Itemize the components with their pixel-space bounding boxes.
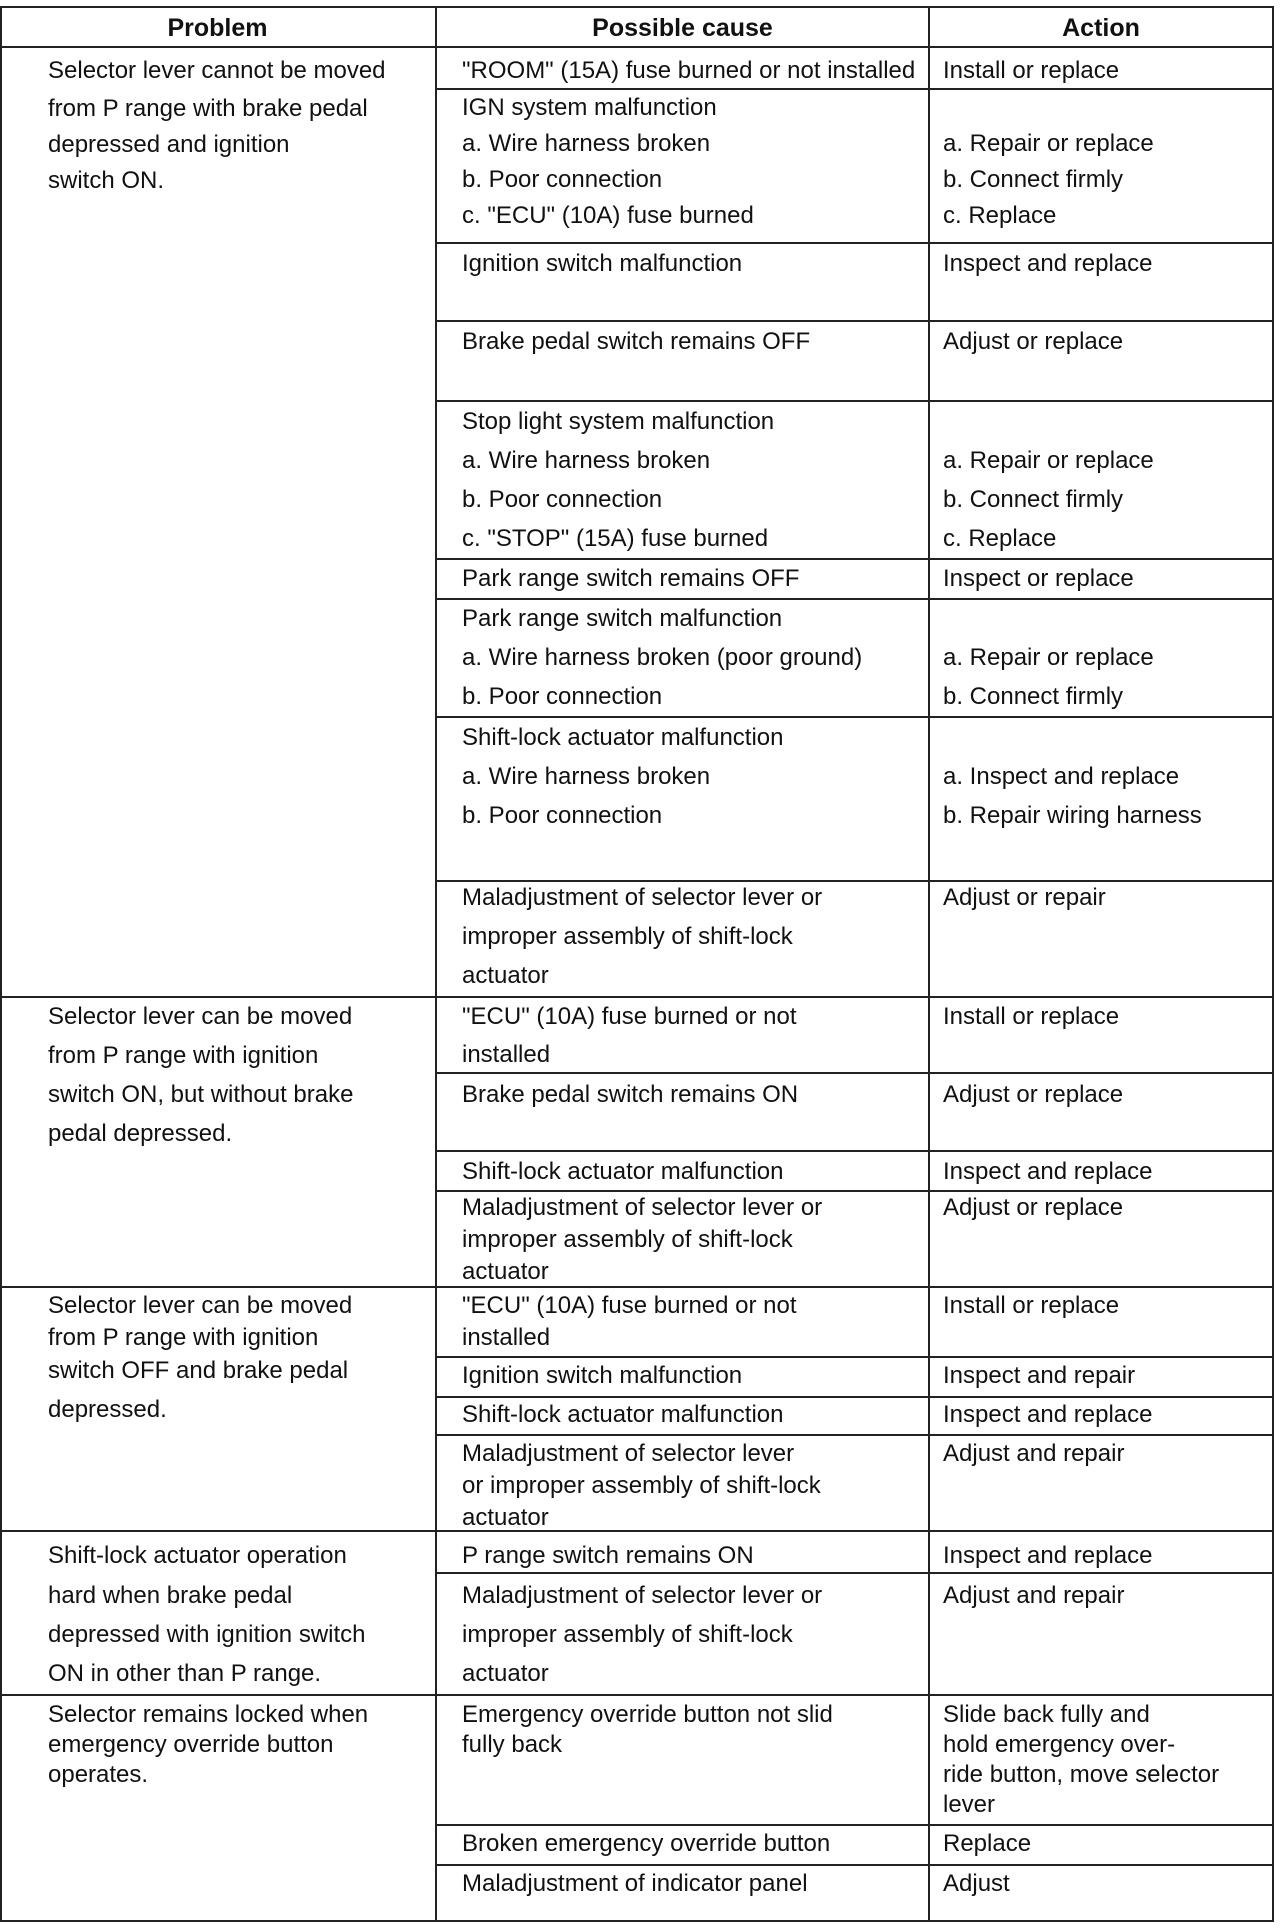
header-action: Action bbox=[1062, 14, 1140, 42]
cause-text: actuator bbox=[462, 1504, 549, 1531]
action-text: Install or replace bbox=[943, 57, 1120, 84]
problem-text: emergency override button bbox=[48, 1731, 334, 1758]
group-divider bbox=[0, 1530, 1274, 1532]
group-divider bbox=[0, 1694, 1274, 1696]
cause-text: c. "STOP" (15A) fuse burned bbox=[462, 525, 769, 552]
cause-text: Ignition switch malfunction bbox=[462, 1362, 743, 1389]
problem-text: switch OFF and brake pedal bbox=[48, 1357, 349, 1384]
column-divider-cause bbox=[435, 6, 437, 1922]
cause-text: Shift-lock actuator malfunction bbox=[462, 724, 784, 751]
action-text: b. Repair wiring harness bbox=[943, 802, 1202, 829]
cause-text: b. Poor connection bbox=[462, 802, 663, 829]
cause-text: Emergency override button not slid bbox=[462, 1701, 833, 1728]
problem-text: depressed with ignition switch bbox=[48, 1621, 366, 1648]
cause-text: "ECU" (10A) fuse burned or not bbox=[462, 1292, 797, 1319]
action-text: Adjust or repair bbox=[943, 884, 1106, 911]
row-divider bbox=[435, 1824, 1274, 1826]
row-divider bbox=[435, 1396, 1274, 1398]
action-text: Install or replace bbox=[943, 1003, 1120, 1030]
cause-text: Shift-lock actuator malfunction bbox=[462, 1158, 784, 1185]
cause-text: "ROOM" (15A) fuse burned or not installed bbox=[462, 57, 916, 84]
problem-text: pedal depressed. bbox=[48, 1120, 233, 1147]
action-text: Inspect and replace bbox=[943, 1542, 1153, 1569]
action-text: Install or replace bbox=[943, 1292, 1120, 1319]
cause-text: P range switch remains ON bbox=[462, 1542, 754, 1569]
problem-text: Selector lever can be moved bbox=[48, 1292, 353, 1319]
header-bottom-border bbox=[0, 46, 1274, 48]
cause-text: Maladjustment of selector lever or bbox=[462, 1582, 823, 1609]
cause-text: Maladjustment of selector lever or bbox=[462, 1194, 823, 1221]
row-divider bbox=[435, 1356, 1274, 1358]
action-text: ride button, move selector bbox=[943, 1761, 1220, 1788]
action-text: Inspect and replace bbox=[943, 1401, 1153, 1428]
action-text: Inspect and replace bbox=[943, 1158, 1153, 1185]
table-left-border bbox=[0, 6, 2, 1922]
cause-text: Maladjustment of selector lever bbox=[462, 1440, 795, 1467]
action-text: hold emergency over- bbox=[943, 1731, 1176, 1758]
cause-text: Park range switch malfunction bbox=[462, 605, 783, 632]
row-divider bbox=[435, 1434, 1274, 1436]
problem-text: Shift-lock actuator operation bbox=[48, 1542, 347, 1569]
cause-text: IGN system malfunction bbox=[462, 94, 717, 121]
action-text: a. Inspect and replace bbox=[943, 763, 1180, 790]
action-text: Inspect and replace bbox=[943, 250, 1153, 277]
cause-text: Brake pedal switch remains OFF bbox=[462, 328, 811, 355]
table-top-border bbox=[0, 6, 1274, 8]
action-text: b. Connect firmly bbox=[943, 486, 1124, 513]
problem-text: ON in other than P range. bbox=[48, 1660, 322, 1687]
cause-text: c. "ECU" (10A) fuse burned bbox=[462, 202, 754, 229]
action-text: Adjust and repair bbox=[943, 1440, 1125, 1467]
problem-text: switch ON, but without brake bbox=[48, 1081, 354, 1108]
problem-text: switch ON. bbox=[48, 167, 165, 194]
cause-text: actuator bbox=[462, 962, 549, 989]
cause-text: a. Wire harness broken bbox=[462, 130, 711, 157]
action-text: a. Repair or replace bbox=[943, 130, 1154, 157]
cause-text: actuator bbox=[462, 1660, 549, 1687]
column-divider-action bbox=[928, 6, 930, 1922]
action-text: Adjust bbox=[943, 1870, 1010, 1897]
row-divider bbox=[435, 1864, 1274, 1866]
row-divider bbox=[435, 1072, 1274, 1074]
cause-text: improper assembly of shift-lock bbox=[462, 923, 793, 950]
cause-text: a. Wire harness broken (poor ground) bbox=[462, 644, 863, 671]
header-cause: Possible cause bbox=[592, 14, 773, 42]
cause-text: Stop light system malfunction bbox=[462, 408, 775, 435]
cause-text: Shift-lock actuator malfunction bbox=[462, 1401, 784, 1428]
cause-text: "ECU" (10A) fuse burned or not bbox=[462, 1003, 797, 1030]
cause-text: b. Poor connection bbox=[462, 486, 663, 513]
cause-text: Ignition switch malfunction bbox=[462, 250, 743, 277]
group-divider bbox=[0, 1286, 1274, 1288]
action-text: a. Repair or replace bbox=[943, 447, 1154, 474]
problem-text: Selector remains locked when bbox=[48, 1701, 369, 1728]
cause-text: fully back bbox=[462, 1731, 563, 1758]
action-text: Adjust and repair bbox=[943, 1582, 1125, 1609]
cause-text: b. Poor connection bbox=[462, 166, 663, 193]
action-text: Slide back fully and bbox=[943, 1701, 1150, 1728]
problem-text: hard when brake pedal bbox=[48, 1582, 293, 1609]
action-text: b. Connect firmly bbox=[943, 683, 1124, 710]
action-text: Adjust or replace bbox=[943, 1194, 1124, 1221]
action-text: c. Replace bbox=[943, 202, 1057, 229]
cause-text: actuator bbox=[462, 1258, 549, 1285]
cause-text: a. Wire harness broken bbox=[462, 447, 711, 474]
header-problem: Problem bbox=[167, 14, 268, 42]
action-text: c. Replace bbox=[943, 525, 1057, 552]
cause-text: Maladjustment of selector lever or bbox=[462, 884, 823, 911]
cause-text: or improper assembly of shift-lock bbox=[462, 1472, 821, 1499]
problem-text: depressed and ignition bbox=[48, 131, 290, 158]
problem-text: operates. bbox=[48, 1761, 149, 1788]
action-text: Replace bbox=[943, 1830, 1032, 1857]
table-bottom-border bbox=[0, 1920, 1274, 1922]
problem-text: from P range with ignition bbox=[48, 1042, 319, 1069]
action-text: lever bbox=[943, 1791, 996, 1818]
problem-text: Selector lever can be moved bbox=[48, 1003, 353, 1030]
cause-text: Park range switch remains OFF bbox=[462, 565, 800, 592]
cause-text: installed bbox=[462, 1041, 551, 1068]
cause-text: Broken emergency override button bbox=[462, 1830, 831, 1857]
action-text: Inspect or replace bbox=[943, 565, 1134, 592]
action-text: Adjust or replace bbox=[943, 1081, 1124, 1108]
cause-text: Brake pedal switch remains ON bbox=[462, 1081, 799, 1108]
action-text: Adjust or replace bbox=[943, 328, 1124, 355]
cause-text: Maladjustment of indicator panel bbox=[462, 1870, 808, 1897]
problem-text: Selector lever cannot be moved bbox=[48, 57, 386, 84]
cause-text: a. Wire harness broken bbox=[462, 763, 711, 790]
cause-text: improper assembly of shift-lock bbox=[462, 1226, 793, 1253]
cause-text: installed bbox=[462, 1324, 551, 1351]
problem-text: from P range with ignition bbox=[48, 1324, 319, 1351]
action-text: Inspect and repair bbox=[943, 1362, 1136, 1389]
table-right-border bbox=[1272, 6, 1274, 1922]
cause-text: b. Poor connection bbox=[462, 683, 663, 710]
problem-text: depressed. bbox=[48, 1396, 167, 1423]
cause-text: improper assembly of shift-lock bbox=[462, 1621, 793, 1648]
action-text: b. Connect firmly bbox=[943, 166, 1124, 193]
action-text: a. Repair or replace bbox=[943, 644, 1154, 671]
problem-text: from P range with brake pedal bbox=[48, 95, 368, 122]
